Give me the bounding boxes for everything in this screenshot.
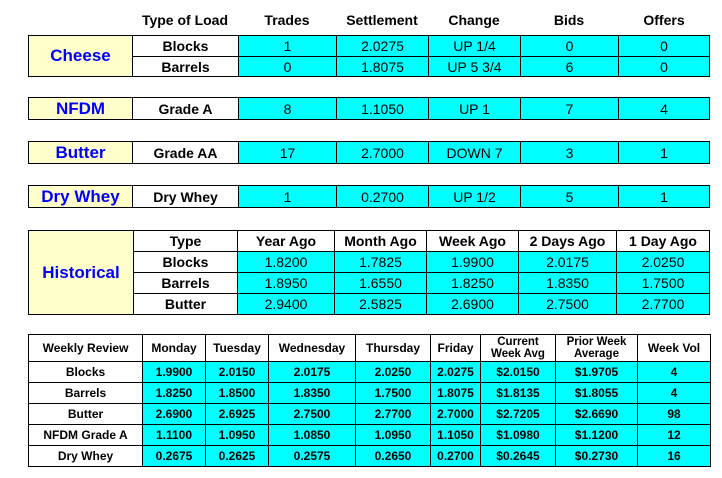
weekly-cell: 1.8075 [430, 382, 481, 404]
weekly-header-monday: Monday [142, 334, 206, 362]
historical-cell: 2.7700 [616, 293, 710, 315]
weekly-cell: 2.6900 [142, 403, 206, 425]
cheese-blocks-settlement: 2.0275 [336, 35, 429, 57]
weekly-cell: 2.0275 [430, 361, 481, 383]
dry-whey-settlement: 0.2700 [336, 185, 429, 208]
historical-cell: 2.7500 [518, 293, 617, 315]
historical-cell: 1.9900 [426, 251, 519, 273]
historical-header-month-ago: Month Ago [334, 230, 427, 252]
weekly-cell: $1.9705 [555, 361, 638, 383]
butter-label: Butter [28, 141, 133, 164]
weekly-cell: $2.7205 [480, 403, 556, 425]
header-bids: Bids [553, 12, 585, 28]
historical-cell: 2.0250 [616, 251, 710, 273]
butter-settlement: 2.7000 [336, 141, 429, 164]
weekly-cell: 0.2625 [205, 445, 269, 467]
weekly-cell: 0.2575 [268, 445, 356, 467]
weekly-cell: 98 [637, 403, 711, 425]
historical-cell: 1.7825 [334, 251, 427, 273]
dry-whey-offers: 1 [618, 185, 710, 208]
weekly-cell: 2.0250 [355, 361, 431, 383]
weekly-cell: 2.7700 [355, 403, 431, 425]
historical-cell: 1.8250 [426, 272, 519, 294]
weekly-row-name: NFDM Grade A [28, 424, 143, 446]
cheese-blocks-offers: 0 [618, 35, 710, 57]
historical-cell: 1.8950 [237, 272, 335, 294]
weekly-cell: 1.0950 [355, 424, 431, 446]
historical-cell: 2.9400 [237, 293, 335, 315]
weekly-cell: 1.1050 [430, 424, 481, 446]
historical-label: Historical [28, 230, 134, 315]
cheese-blocks-change: UP 1/4 [428, 35, 521, 57]
weekly-row-name: Dry Whey [28, 445, 143, 467]
cheese-barrels-settlement: 1.8075 [336, 56, 429, 77]
nfdm-trades: 8 [238, 97, 337, 120]
header-change: Change [448, 12, 500, 28]
weekly-header-prior-week-average: Prior Week Average [555, 334, 638, 362]
weekly-cell: $1.8055 [555, 382, 638, 404]
weekly-cell: 1.0850 [268, 424, 356, 446]
cheese-barrels-trades: 0 [238, 56, 337, 77]
weekly-cell: 16 [637, 445, 711, 467]
weekly-cell: 2.6925 [205, 403, 269, 425]
weekly-cell: $0.2645 [480, 445, 556, 467]
cheese-blocks-type: Blocks [132, 35, 239, 57]
dry-whey-bids: 5 [520, 185, 619, 208]
weekly-cell: $2.6690 [555, 403, 638, 425]
weekly-cell: 1.8350 [268, 382, 356, 404]
historical-row-type: Butter [133, 293, 238, 315]
butter-type: Grade AA [132, 141, 239, 164]
historical-header-1-day-ago: 1 Day Ago [616, 230, 710, 252]
weekly-cell: 2.0150 [205, 361, 269, 383]
historical-header-week-ago: Week Ago [426, 230, 519, 252]
historical-header-2-days-ago: 2 Days Ago [518, 230, 617, 252]
butter-change: DOWN 7 [428, 141, 521, 164]
cheese-barrels-type: Barrels [132, 56, 239, 77]
dry-whey-type: Dry Whey [132, 185, 239, 208]
weekly-cell: 1.0950 [205, 424, 269, 446]
weekly-header-week-vol: Week Vol [637, 334, 711, 362]
weekly-cell: 0.2675 [142, 445, 206, 467]
weekly-header-tuesday: Tuesday [205, 334, 269, 362]
weekly-header-wednesday: Wednesday [268, 334, 356, 362]
weekly-cell: 2.7500 [268, 403, 356, 425]
cheese-blocks-trades: 1 [238, 35, 337, 57]
cheese-label: Cheese [28, 35, 133, 77]
weekly-cell: 2.7000 [430, 403, 481, 425]
cheese-barrels-bids: 6 [520, 56, 619, 77]
weekly-cell: 4 [637, 361, 711, 383]
historical-row-type: Barrels [133, 272, 238, 294]
nfdm-offers: 4 [618, 97, 710, 120]
weekly-cell: 0.2650 [355, 445, 431, 467]
dry-whey-change: UP 1/2 [428, 185, 521, 208]
header-offers: Offers [643, 12, 685, 28]
butter-bids: 3 [520, 141, 619, 164]
weekly-header-friday: Friday [430, 334, 481, 362]
historical-cell: 1.6550 [334, 272, 427, 294]
historical-cell: 1.7500 [616, 272, 710, 294]
nfdm-type: Grade A [132, 97, 239, 120]
weekly-cell: 1.7500 [355, 382, 431, 404]
weekly-cell: 1.8500 [205, 382, 269, 404]
historical-header-year-ago: Year Ago [237, 230, 335, 252]
weekly-header-current-week-avg: Current Week Avg [480, 334, 556, 362]
butter-offers: 1 [618, 141, 710, 164]
butter-trades: 17 [238, 141, 337, 164]
weekly-cell: 1.1100 [142, 424, 206, 446]
historical-cell: 1.8350 [518, 272, 617, 294]
historical-header-type: Type [133, 230, 238, 252]
cheese-barrels-offers: 0 [618, 56, 710, 77]
weekly-cell: $1.8135 [480, 382, 556, 404]
nfdm-change: UP 1 [428, 97, 521, 120]
cheese-blocks-bids: 0 [520, 35, 619, 57]
cheese-barrels-change: UP 5 3/4 [428, 56, 521, 77]
historical-cell: 2.5825 [334, 293, 427, 315]
historical-row-type: Blocks [133, 251, 238, 273]
dry-whey-trades: 1 [238, 185, 337, 208]
dry-whey-label: Dry Whey [28, 185, 133, 208]
weekly-row-name: Butter [28, 403, 143, 425]
weekly-cell: $1.1200 [555, 424, 638, 446]
nfdm-bids: 7 [520, 97, 619, 120]
historical-cell: 2.6900 [426, 293, 519, 315]
weekly-cell: 1.8250 [142, 382, 206, 404]
weekly-cell: 0.2700 [430, 445, 481, 467]
weekly-cell: 1.9900 [142, 361, 206, 383]
nfdm-label: NFDM [28, 97, 133, 120]
weekly-cell: $2.0150 [480, 361, 556, 383]
weekly-cell: 12 [637, 424, 711, 446]
weekly-header-title: Weekly Review [28, 334, 143, 362]
weekly-cell: $0.2730 [555, 445, 638, 467]
header-settlement: Settlement [346, 12, 418, 28]
historical-cell: 2.0175 [518, 251, 617, 273]
historical-cell: 1.8200 [237, 251, 335, 273]
weekly-row-name: Blocks [28, 361, 143, 383]
header-type-of-load: Type of Load [141, 12, 229, 28]
nfdm-settlement: 1.1050 [336, 97, 429, 120]
header-trades: Trades [264, 12, 310, 28]
weekly-row-name: Barrels [28, 382, 143, 404]
weekly-cell: $1.0980 [480, 424, 556, 446]
weekly-header-thursday: Thursday [355, 334, 431, 362]
weekly-cell: 4 [637, 382, 711, 404]
weekly-cell: 2.0175 [268, 361, 356, 383]
